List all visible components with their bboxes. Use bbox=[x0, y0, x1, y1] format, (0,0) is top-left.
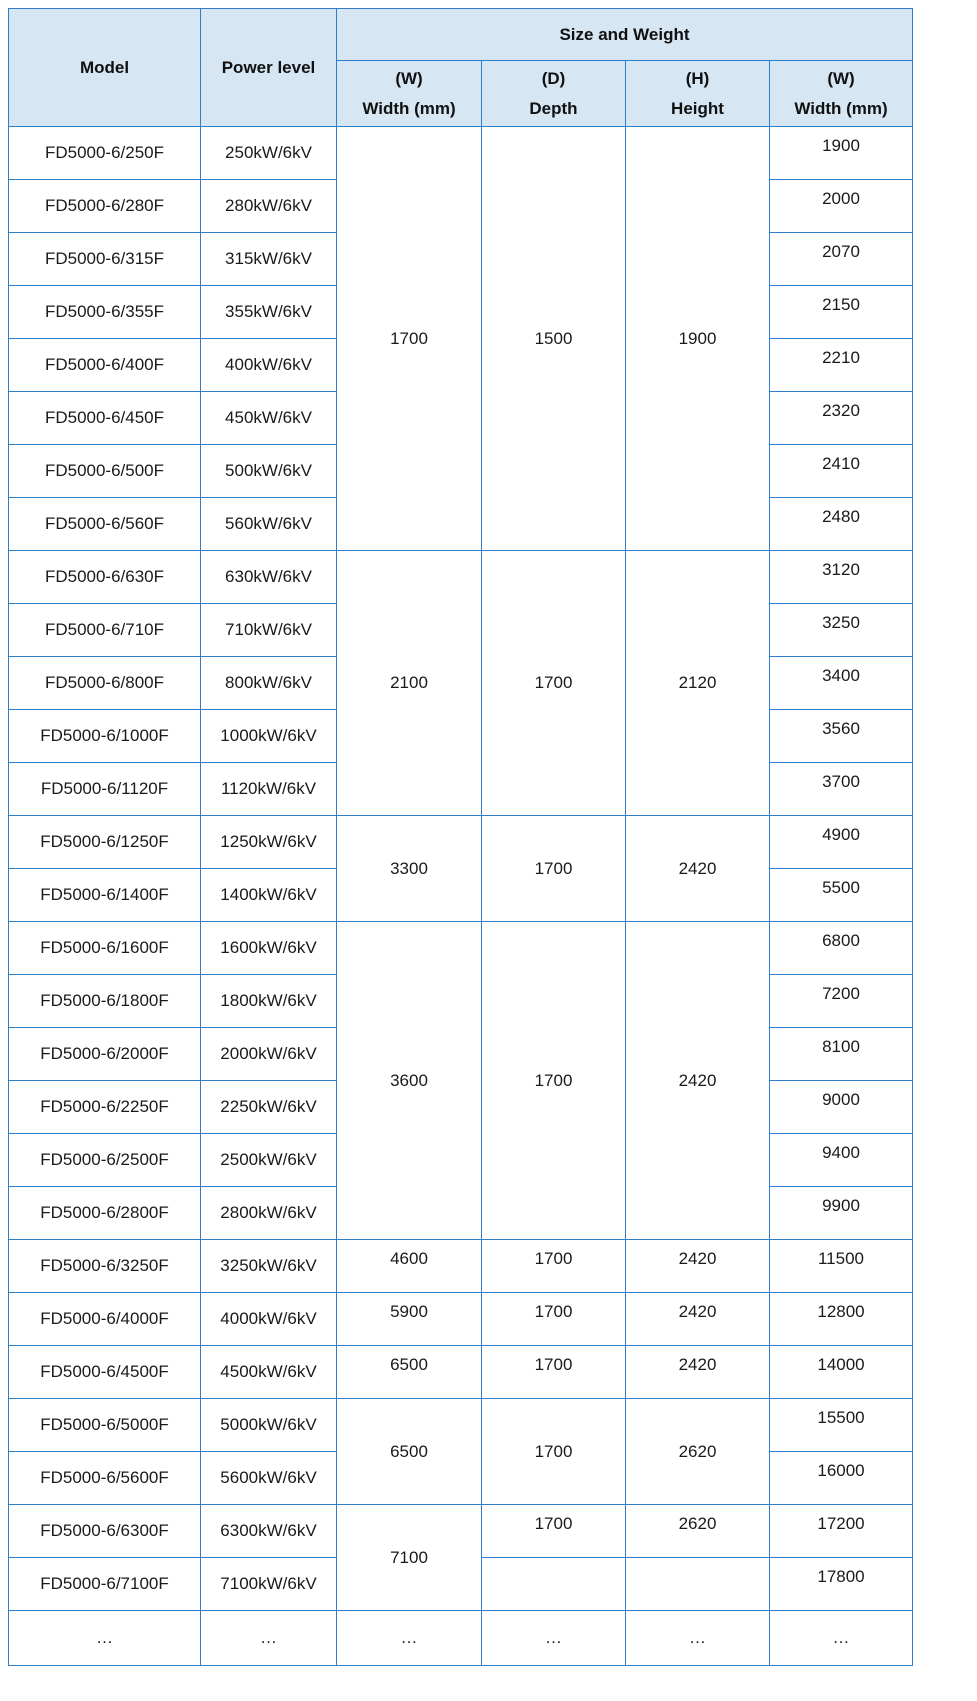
power-cell: 315kW/6kV bbox=[201, 233, 337, 286]
height-cell: 2620 bbox=[626, 1399, 770, 1505]
depth-cell: 1700 bbox=[482, 1293, 626, 1346]
width2-cell: 8100 bbox=[770, 1028, 913, 1081]
power-cell: 1000kW/6kV bbox=[201, 710, 337, 763]
depth-cell: 1700 bbox=[482, 816, 626, 922]
power-cell: 1120kW/6kV bbox=[201, 763, 337, 816]
table-row bbox=[9, 816, 913, 869]
power-cell: 2000kW/6kV bbox=[201, 1028, 337, 1081]
model-cell: FD5000-6/1600F bbox=[9, 922, 201, 975]
power-cell: 1400kW/6kV bbox=[201, 869, 337, 922]
height-cell: 1900 bbox=[626, 127, 770, 551]
power-cell: 7100kW/6kV bbox=[201, 1558, 337, 1611]
power-cell: 560kW/6kV bbox=[201, 498, 337, 551]
width-cell: 5900 bbox=[337, 1293, 482, 1346]
power-cell: 2500kW/6kV bbox=[201, 1134, 337, 1187]
model-cell: FD5000-6/1800F bbox=[9, 975, 201, 1028]
width2-cell: 4900 bbox=[770, 816, 913, 869]
height-cell: 2420 bbox=[626, 1240, 770, 1293]
model-cell: FD5000-6/4000F bbox=[9, 1293, 201, 1346]
header-depth bbox=[482, 61, 626, 127]
width2-cell: 16000 bbox=[770, 1452, 913, 1505]
header-power-level: Power level bbox=[201, 9, 337, 127]
model-cell: FD5000-6/710F bbox=[9, 604, 201, 657]
power-cell: 250kW/6kV bbox=[201, 127, 337, 180]
power-cell: 630kW/6kV bbox=[201, 551, 337, 604]
spec-table bbox=[8, 8, 913, 1666]
width2-cell: 2000 bbox=[770, 180, 913, 233]
header-model: Model bbox=[9, 9, 201, 127]
width2-cell: … bbox=[770, 1611, 913, 1666]
width-cell: 7100 bbox=[337, 1505, 482, 1611]
width-cell: 2100 bbox=[337, 551, 482, 816]
model-cell: FD5000-6/250F bbox=[9, 127, 201, 180]
width2-cell: 15500 bbox=[770, 1399, 913, 1452]
model-cell: FD5000-6/3250F bbox=[9, 1240, 201, 1293]
table-row-ellipsis bbox=[9, 1611, 913, 1666]
power-cell: 280kW/6kV bbox=[201, 180, 337, 233]
model-cell: FD5000-6/6300F bbox=[9, 1505, 201, 1558]
model-cell: FD5000-6/4500F bbox=[9, 1346, 201, 1399]
width2-cell: 3250 bbox=[770, 604, 913, 657]
table-row bbox=[9, 551, 913, 604]
width2-cell: 5500 bbox=[770, 869, 913, 922]
model-cell: FD5000-6/2800F bbox=[9, 1187, 201, 1240]
power-cell: … bbox=[201, 1611, 337, 1666]
width-cell: 1700 bbox=[337, 127, 482, 551]
width-cell: 6500 bbox=[337, 1399, 482, 1505]
width2-cell: 7200 bbox=[770, 975, 913, 1028]
width-cell: 4600 bbox=[337, 1240, 482, 1293]
height-cell: 2420 bbox=[626, 922, 770, 1240]
model-cell: FD5000-6/280F bbox=[9, 180, 201, 233]
model-cell: FD5000-6/5000F bbox=[9, 1399, 201, 1452]
width2-cell: 3120 bbox=[770, 551, 913, 604]
power-cell: 2250kW/6kV bbox=[201, 1081, 337, 1134]
power-cell: 710kW/6kV bbox=[201, 604, 337, 657]
table-row bbox=[9, 1240, 913, 1293]
power-cell: 5600kW/6kV bbox=[201, 1452, 337, 1505]
height-cell: … bbox=[626, 1611, 770, 1666]
width2-cell: 6800 bbox=[770, 922, 913, 975]
model-cell: FD5000-6/2500F bbox=[9, 1134, 201, 1187]
width2-cell: 17800 bbox=[770, 1558, 913, 1611]
width2-cell: 2070 bbox=[770, 233, 913, 286]
width2-cell: 3700 bbox=[770, 763, 913, 816]
power-cell: 5000kW/6kV bbox=[201, 1399, 337, 1452]
model-cell: FD5000-6/7100F bbox=[9, 1558, 201, 1611]
power-cell: 3250kW/6kV bbox=[201, 1240, 337, 1293]
table-row bbox=[9, 1505, 913, 1558]
header-width-label: Width (mm) bbox=[362, 98, 456, 118]
spec-table-container bbox=[8, 8, 913, 1666]
header-size-and-weight: Size and Weight bbox=[337, 9, 913, 61]
table-row bbox=[9, 1399, 913, 1452]
depth-cell: … bbox=[482, 1611, 626, 1666]
depth-cell: 1700 bbox=[482, 1346, 626, 1399]
width2-cell: 17200 bbox=[770, 1505, 913, 1558]
width2-cell: 2480 bbox=[770, 498, 913, 551]
width2-cell: 2150 bbox=[770, 286, 913, 339]
model-cell: FD5000-6/5600F bbox=[9, 1452, 201, 1505]
model-cell: FD5000-6/800F bbox=[9, 657, 201, 710]
model-cell: FD5000-6/450F bbox=[9, 392, 201, 445]
header-width-2 bbox=[770, 61, 913, 127]
model-cell: FD5000-6/400F bbox=[9, 339, 201, 392]
header-depth-label: Depth bbox=[529, 98, 578, 118]
power-cell: 1250kW/6kV bbox=[201, 816, 337, 869]
model-cell: FD5000-6/1250F bbox=[9, 816, 201, 869]
depth-cell: 1700 bbox=[482, 1505, 626, 1558]
table-header bbox=[9, 9, 913, 127]
depth-cell: 1700 bbox=[482, 1399, 626, 1505]
model-cell: FD5000-6/1400F bbox=[9, 869, 201, 922]
power-cell: 500kW/6kV bbox=[201, 445, 337, 498]
model-cell: FD5000-6/2000F bbox=[9, 1028, 201, 1081]
model-cell: FD5000-6/1120F bbox=[9, 763, 201, 816]
power-cell: 1600kW/6kV bbox=[201, 922, 337, 975]
width2-cell: 2410 bbox=[770, 445, 913, 498]
header-width-symbol: (W) bbox=[395, 68, 423, 88]
header-width bbox=[337, 61, 482, 127]
depth-cell: 1500 bbox=[482, 127, 626, 551]
width-cell: 3600 bbox=[337, 922, 482, 1240]
width2-cell: 2320 bbox=[770, 392, 913, 445]
table-body bbox=[9, 127, 913, 1666]
power-cell: 2800kW/6kV bbox=[201, 1187, 337, 1240]
height-cell: 2120 bbox=[626, 551, 770, 816]
height-cell: 2620 bbox=[626, 1505, 770, 1558]
width2-cell: 2210 bbox=[770, 339, 913, 392]
width2-cell: 3560 bbox=[770, 710, 913, 763]
table-row bbox=[9, 1293, 913, 1346]
width2-cell: 9400 bbox=[770, 1134, 913, 1187]
width-cell: 6500 bbox=[337, 1346, 482, 1399]
table-row bbox=[9, 127, 913, 180]
width2-cell: 1900 bbox=[770, 127, 913, 180]
width-cell: … bbox=[337, 1611, 482, 1666]
width2-cell: 9900 bbox=[770, 1187, 913, 1240]
model-cell: … bbox=[9, 1611, 201, 1666]
model-cell: FD5000-6/560F bbox=[9, 498, 201, 551]
model-cell: FD5000-6/1000F bbox=[9, 710, 201, 763]
header-depth-symbol: (D) bbox=[541, 68, 566, 88]
width2-cell: 3400 bbox=[770, 657, 913, 710]
header-height bbox=[626, 61, 770, 127]
model-cell: FD5000-6/315F bbox=[9, 233, 201, 286]
model-cell: FD5000-6/2250F bbox=[9, 1081, 201, 1134]
power-cell: 400kW/6kV bbox=[201, 339, 337, 392]
model-cell: FD5000-6/630F bbox=[9, 551, 201, 604]
width-cell: 3300 bbox=[337, 816, 482, 922]
depth-cell: 1700 bbox=[482, 551, 626, 816]
header-height-label: Height bbox=[671, 98, 724, 118]
power-cell: 6300kW/6kV bbox=[201, 1505, 337, 1558]
power-cell: 4500kW/6kV bbox=[201, 1346, 337, 1399]
height-cell-empty bbox=[626, 1558, 770, 1611]
table-row bbox=[9, 922, 913, 975]
power-cell: 800kW/6kV bbox=[201, 657, 337, 710]
header-width-2-symbol: (W) bbox=[827, 68, 855, 88]
power-cell: 355kW/6kV bbox=[201, 286, 337, 339]
width2-cell: 12800 bbox=[770, 1293, 913, 1346]
model-cell: FD5000-6/355F bbox=[9, 286, 201, 339]
depth-cell: 1700 bbox=[482, 922, 626, 1240]
model-cell: FD5000-6/500F bbox=[9, 445, 201, 498]
height-cell: 2420 bbox=[626, 1346, 770, 1399]
width2-cell: 14000 bbox=[770, 1346, 913, 1399]
power-cell: 1800kW/6kV bbox=[201, 975, 337, 1028]
width2-cell: 11500 bbox=[770, 1240, 913, 1293]
depth-cell-empty bbox=[482, 1558, 626, 1611]
power-cell: 450kW/6kV bbox=[201, 392, 337, 445]
depth-cell: 1700 bbox=[482, 1240, 626, 1293]
header-width-2-label: Width (mm) bbox=[794, 98, 888, 118]
height-cell: 2420 bbox=[626, 816, 770, 922]
power-cell: 4000kW/6kV bbox=[201, 1293, 337, 1346]
header-height-symbol: (H) bbox=[685, 68, 710, 88]
height-cell: 2420 bbox=[626, 1293, 770, 1346]
width2-cell: 9000 bbox=[770, 1081, 913, 1134]
table-row bbox=[9, 1346, 913, 1399]
